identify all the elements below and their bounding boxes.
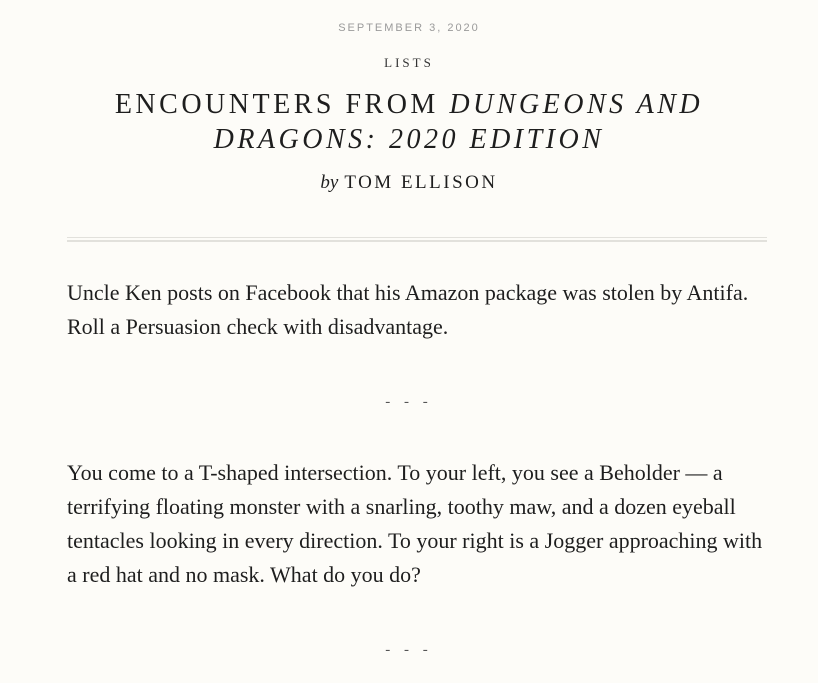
- author-link[interactable]: TOM ELLISON: [344, 172, 498, 193]
- publish-date: SEPTEMBER 3, 2020: [338, 22, 480, 34]
- section-separator: - - -: [385, 642, 433, 658]
- title-plain: ENCOUNTERS FROM: [114, 89, 450, 120]
- category-link[interactable]: LISTS: [384, 55, 434, 70]
- paragraph: Uncle Ken posts on Facebook that his Amazon package was stolen by Antifa. Roll a Persuasion check with disadvantage.: [67, 280, 749, 339]
- paragraph: You come to a T-shaped intersection. To your left, you see a Beholder — a terrifying floating monster with a snarling, toothy maw, and a dozen eyeball tentacles looking in every direction. To your right is a Jogger approaching with a red hat and no mask. What do you do?: [67, 460, 763, 587]
- title-italic: DUNGEONS AND DRAGONS: 2020 EDITION: [213, 89, 704, 155]
- byline: [0, 172, 818, 194]
- header-divider: [67, 237, 767, 242]
- section-separator: - - -: [385, 394, 433, 410]
- byline-prefix: by: [320, 172, 339, 193]
- article-title: [100, 87, 718, 157]
